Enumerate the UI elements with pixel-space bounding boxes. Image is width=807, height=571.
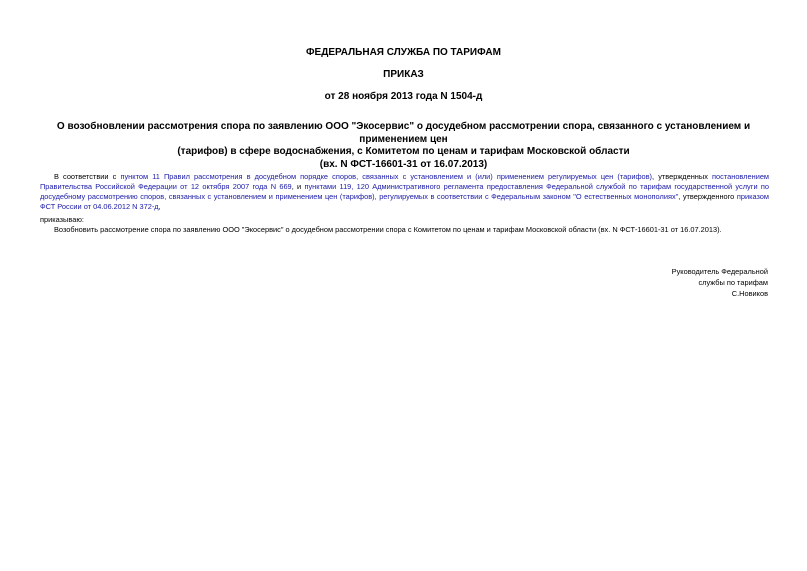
preamble-text-3: , и <box>291 182 305 191</box>
preamble-text-1: В соответствии с <box>54 172 121 181</box>
order-action-text: Возобновить рассмотрение спора по заявлению ООО "Экосервис" о досудебном рассмотрении спора с Комитетом по ценам и тарифам Московской области (вх. N ФСТ-16601-31 от 16.07.2013). <box>54 225 722 234</box>
link-government-decree-669[interactable]: постановлением Правительства Российской Федерации от 12 октября 2007 года N 669 <box>40 172 770 191</box>
agency-name: ФЕДЕРАЛЬНАЯ СЛУЖБА ПО ТАРИФАМ <box>306 47 501 58</box>
preamble-text-2: , утвержденных <box>652 172 713 181</box>
link-rules-point-11[interactable]: пунктом 11 Правил рассмотрения в досудебном порядке споров, связанных с установлением и (или) применением регулируемых цен (тарифов) <box>120 172 653 181</box>
preamble-paragraph <box>40 172 769 212</box>
doc-type: ПРИКАЗ <box>383 69 424 80</box>
link-fst-order-372[interactable]: приказом ФСТ России от 04.06.2012 N 372-д <box>40 192 769 211</box>
signature-position-line-1: Руководитель Федеральной <box>671 267 768 276</box>
link-admin-regulation-points[interactable]: пунктами 119, 120 Административного регламента предоставления Федеральной службой по тарифам государственной услуги по досудебному рассмотрению споров, связанных с установлением и применением цен (тарифов), регулируемых в соответствии с Федеральным законом "О естественных монополиях" <box>40 182 769 201</box>
signature-block <box>560 266 768 299</box>
doc-title-line-1: О возобновлении рассмотрения спора по заявлению ООО "Экосервис" о досудебном рассмотрении спора, связанного с установлением и применением цен <box>56 121 751 145</box>
order-word: приказываю: <box>40 215 84 224</box>
signature-name: С.Новиков <box>731 289 768 298</box>
doc-date-number: от 28 ноября 2013 года N 1504-д <box>324 91 483 102</box>
preamble-text-5: , <box>158 202 161 211</box>
doc-title-line-3: (вх. N ФСТ-16601-31 от 16.07.2013) <box>319 158 488 170</box>
doc-title-line-2: (тарифов) в сфере водоснабжения, с Комитетом по ценам и тарифам Московской области <box>177 146 630 157</box>
doc-title <box>40 121 767 171</box>
preamble-text-4: , утвержденного <box>678 192 737 201</box>
signature-position-line-2: службы по тарифам <box>698 278 768 287</box>
